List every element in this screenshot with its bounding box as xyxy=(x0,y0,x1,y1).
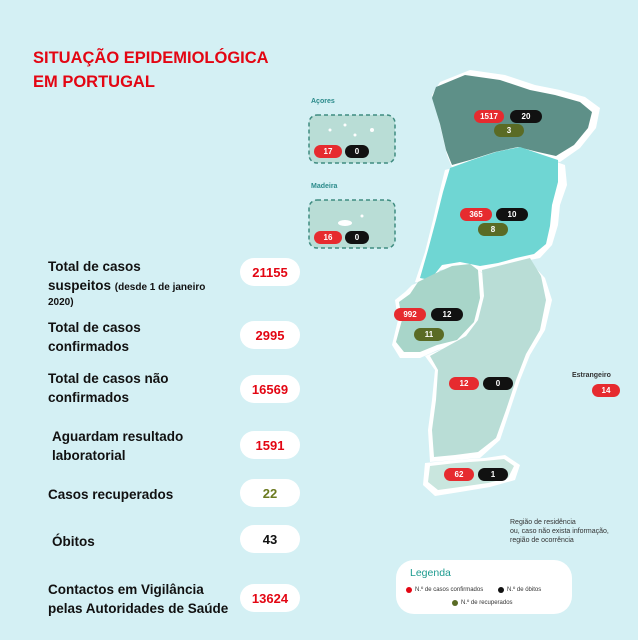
legend-recovered xyxy=(452,600,513,606)
madeira-confirmed-badge: 16 xyxy=(314,231,342,244)
legend xyxy=(396,560,572,614)
stat-suspeitos-line3: 2020) xyxy=(48,297,74,308)
lisboa-confirmed-badge: 992 xyxy=(394,308,426,321)
centro-deaths-badge: 10 xyxy=(496,208,528,221)
stat-contactos-line1: Contactos em Vigilância xyxy=(48,582,204,597)
algarve-confirmed-badge: 62 xyxy=(444,468,474,481)
island-mark xyxy=(354,134,357,137)
acores-confirmed-badge: 17 xyxy=(314,145,342,158)
madeira-label: Madeira xyxy=(311,183,338,190)
stat-nao-confirmados-line1: Total de casos não xyxy=(48,371,169,386)
red-dot-icon xyxy=(406,587,412,593)
acores-deaths-badge: 0 xyxy=(345,145,369,158)
algarve-deaths-badge: 1 xyxy=(478,468,508,481)
alentejo-deaths-badge: 0 xyxy=(483,377,513,390)
stat-aguardam-value: 1591 xyxy=(240,431,300,459)
island-mark xyxy=(344,124,347,127)
stat-recuperados-value: 22 xyxy=(240,479,300,507)
estrangeiro-label: Estrangeiro xyxy=(572,372,611,379)
island-mark xyxy=(370,128,374,132)
stat-contactos-line2: pelas Autoridades de Saúde xyxy=(48,601,229,616)
legend-confirmed-label: N.º de casos confirmados xyxy=(415,587,484,593)
stat-suspeitos-value: 21155 xyxy=(240,258,300,286)
title-line-1: SITUAÇÃO EPIDEMIOLÓGICA xyxy=(33,49,269,67)
note-line-1: Região de residência xyxy=(510,519,576,526)
legend-deaths-label: N.º de óbitos xyxy=(507,587,542,593)
stat-confirmados-line2: confirmados xyxy=(48,339,130,354)
stat-confirmados-value: 2995 xyxy=(240,321,300,349)
legend-deaths xyxy=(498,587,541,593)
stat-aguardam-line1: Aguardam resultado xyxy=(52,429,184,444)
stat-recuperados-label: Casos recuperados xyxy=(48,487,174,502)
title-line-2: EM PORTUGAL xyxy=(33,73,155,91)
stat-nao-confirmados-value: 16569 xyxy=(240,375,300,403)
stat-suspeitos-word: suspeitos xyxy=(48,278,112,293)
residence-note xyxy=(510,518,609,545)
centro-confirmed-badge: 365 xyxy=(460,208,492,221)
madeira-island-mark xyxy=(338,220,352,226)
lisboa-recovered-badge: 11 xyxy=(414,328,444,341)
lisboa-deaths-badge: 12 xyxy=(431,308,463,321)
acores-label: Açores xyxy=(311,98,335,105)
legend-title: Legenda xyxy=(410,567,451,579)
stat-nao-confirmados-line2: confirmados xyxy=(48,390,130,405)
note-line-3: região de ocorrência xyxy=(510,537,574,544)
legend-confirmed xyxy=(406,587,483,593)
norte-confirmed-badge: 1517 xyxy=(474,110,504,123)
black-dot-icon xyxy=(498,587,504,593)
legend-recovered-label: N.º de recuperados xyxy=(461,600,513,606)
stat-obitos-label: Óbitos xyxy=(52,534,95,549)
stat-confirmados-line1: Total de casos xyxy=(48,320,141,335)
madeira-deaths-badge: 0 xyxy=(345,231,369,244)
green-dot-icon xyxy=(452,600,458,606)
alentejo-confirmed-badge: 12 xyxy=(449,377,479,390)
stat-obitos-value: 43 xyxy=(240,525,300,553)
centro-recovered-badge: 8 xyxy=(478,223,508,236)
stat-aguardam-line2: laboratorial xyxy=(52,448,126,463)
estrangeiro-confirmed-badge: 14 xyxy=(592,384,620,397)
norte-deaths-badge: 20 xyxy=(510,110,542,123)
norte-recovered-badge: 3 xyxy=(494,124,524,137)
note-line-2: ou, caso não exista informação, xyxy=(510,528,609,535)
island-mark xyxy=(329,129,332,132)
stat-suspeitos-line1: Total de casos xyxy=(48,259,141,274)
stat-contactos-value: 13624 xyxy=(240,584,300,612)
stat-suspeitos-small: (desde 1 de janeiro xyxy=(114,282,206,293)
island-mark xyxy=(361,215,364,218)
